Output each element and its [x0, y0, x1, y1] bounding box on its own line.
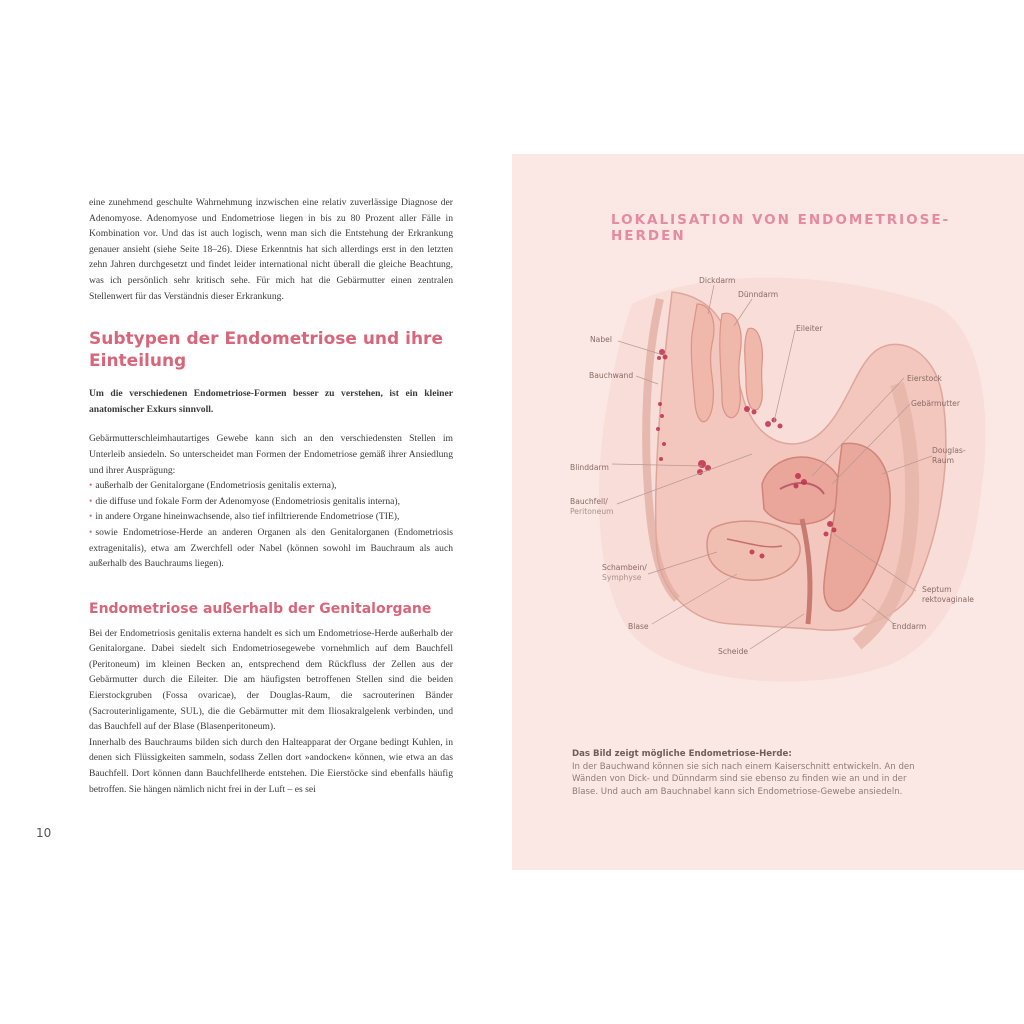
list-item: • außerhalb der Genitalorgane (Endometriosis genitalis externa), — [89, 480, 337, 492]
bullet-icon: • — [89, 526, 93, 538]
subtypes-paragraph: Gebärmutterschleimhautartiges Gewebe kann sich an den verschiedensten Stellen im Unterleib ansiedeln. So unterscheidet man Formen der Endometriose gemäß ihrer Ansiedlung und ihrer Ausprägung: — [89, 433, 453, 476]
label-gebaermutter: Gebärmutter — [911, 399, 960, 408]
list-item: • sowie Endometriose-Herde an anderen Organen als den Genitalorganen (Endometriosis extragenitalis), etwa am Zwerchfell oder Nabel (können sowohl im Bauchraum als auch außerhalb des Bauchraums liegen). — [89, 526, 453, 570]
label-bauchwand: Bauchwand — [589, 371, 634, 380]
label-eileiter: Eileiter — [796, 324, 823, 333]
label-douglas-raum: Douglas- Raum — [932, 446, 966, 465]
figure-title: LOKALISATION VON ENDOMETRIOSE-HERDEN — [611, 212, 951, 244]
label-scheide: Scheide — [718, 647, 749, 656]
label-blinddarm: Blinddarm — [570, 463, 609, 472]
label-eierstock: Eierstock — [907, 374, 942, 383]
bullet-icon: • — [89, 495, 93, 507]
section-heading-external: Endometriose außerhalb der Genitalorgane — [89, 600, 432, 617]
left-column — [89, 195, 453, 797]
lead-paragraph: Um die verschiedenen Endometriose-Formen besser zu verstehen, ist ein kleiner anatomischer Exkurs sinnvoll. — [89, 388, 453, 415]
page-number: 10 — [36, 826, 52, 840]
caption-title: Das Bild zeigt mögliche Endometriose-Herde: — [572, 749, 792, 759]
label-duenndarm: Dünndarm — [738, 290, 779, 299]
label-nabel: Nabel — [590, 335, 612, 344]
external-paragraph-1: Bei der Endometriosis genitalis externa handelt es sich um Endometriose-Herde außerhalb der Genitalorgane. Dabei siedelt sich Endometriosegewebe vornehmlich auf dem Bauchfell (Peritoneum) im kleinen Becken an, entsprechend dem Rückfluss der Zellen aus der Gebärmutter durch die Eileiter. Die am häufigsten betroffenen Stellen sind die beiden Eierstockgruben (Fossa ovaricae), der Douglas-Raum, die sacrouterinen Bänder (Sacrouterinligamente, SUL), die die Gebärmutter mit dem Iliosakralgelenk verbinden, und das Bauchfell auf der Blase (Blasenperitoneum). — [89, 627, 453, 733]
label-bauchfell: Bauchfell/ Peritoneum — [570, 497, 614, 516]
bullet-icon: • — [89, 480, 93, 492]
intro-paragraph: eine zunehmend geschulte Wahrnehmung inzwischen eine relativ zuverlässige Diagnose der Adenomyose. Adenomyose und Endometriose liegen in bis zu 80 Prozent aller Fälle in Kombination vor. Und das ist auch logisch, wenn man sich die Entstehung der Erkrankung genauer ansieht (siehe Seite 18–26). Diese Erkenntnis hat sich allerdings erst in den letzten zehn Jahren durchgesetzt und findet leider international nicht überall die gleiche Beachtung, was ich persönlich sehr kritisch sehe. Für mich hat die Gebärmutter einen zentralen Stellenwert für das Verständnis dieser Erkrankung. — [89, 197, 453, 302]
list-item: • in andere Organe hineinwachsende, also tief infiltrierende Endometriose (TIE), — [89, 511, 400, 523]
label-enddarm: Enddarm — [892, 622, 927, 631]
bullet-icon: • — [89, 511, 93, 523]
list-item: • die diffuse und fokale Form der Adenomyose (Endometriosis genitalis interna), — [89, 495, 400, 507]
label-septum: Septum rektovaginale — [922, 585, 974, 604]
external-paragraph-2: Innerhalb des Bauchraums bilden sich durch den Halteapparat der Organe bedingt Kuhlen, in denen sich Flüssigkeiten sammeln, sodass Zellen dort »andocken« können, wie etwa an das Bauchfell. Dort können dann Bauchfellherde entstehen. Die Eierstöcke sind ebenfalls häufig betroffen. Sie hängen nämlich nicht frei in der Luft – es sei — [89, 736, 453, 795]
subtypes-list — [89, 478, 453, 572]
section-heading-subtypes: Subtypen der Endometriose und ihre Einteilung — [89, 329, 443, 372]
figure-caption — [572, 748, 932, 798]
label-dickdarm: Dickdarm — [699, 276, 736, 285]
label-schambein: Schambein/ Symphyse — [602, 563, 647, 582]
label-blase: Blase — [628, 622, 649, 631]
caption-text: In der Bauchwand können sie sich nach einem Kaiserschnitt entwickeln. An den Wänden von Dick- und Dünndarm sind sie ebenso zu finden wie an und in der Blase. Und auch am Bauchnabel kann sich Endometriose-Gewebe ansiedeln. — [572, 761, 915, 797]
